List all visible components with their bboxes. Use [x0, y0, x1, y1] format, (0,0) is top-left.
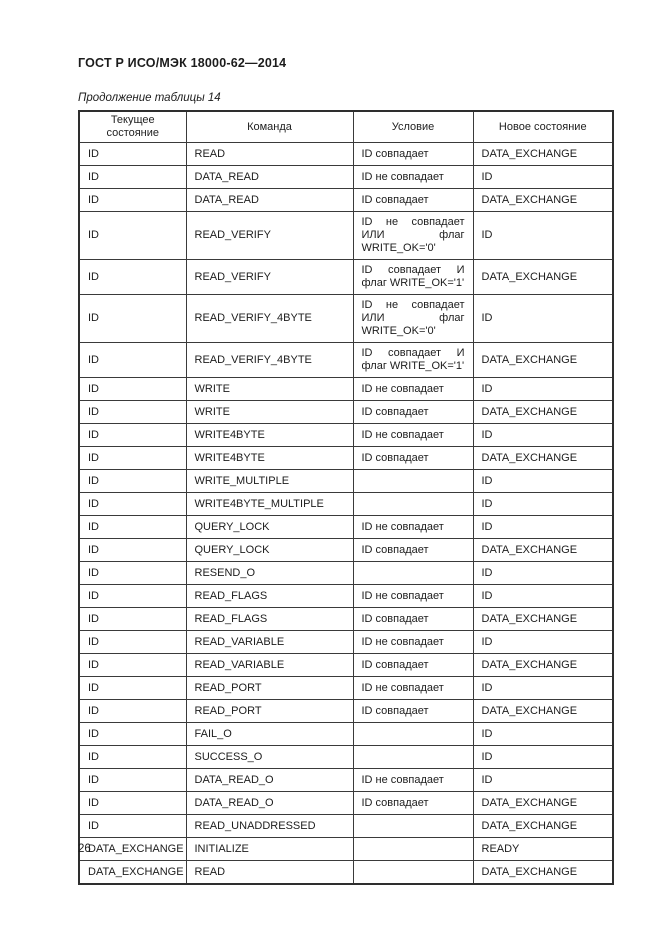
cell-command: READ_VERIFY_4BYTE: [186, 295, 353, 343]
cell-new-state: DATA_EXCHANGE: [473, 861, 613, 885]
cell-current-state: DATA_EXCHANGE: [79, 838, 186, 861]
table-row: [79, 378, 613, 401]
state-transition-table: [78, 110, 614, 885]
table-row: [79, 424, 613, 447]
cell-command: READ_PORT: [186, 677, 353, 700]
cell-condition: ID не совпадает: [353, 424, 473, 447]
cell-new-state: DATA_EXCHANGE: [473, 700, 613, 723]
cell-new-state: ID: [473, 585, 613, 608]
cell-condition: ID совпадает: [353, 608, 473, 631]
cell-condition: ID совпадает: [353, 401, 473, 424]
cell-condition: ID совпадает: [353, 143, 473, 166]
cell-current-state: ID: [79, 723, 186, 746]
table-row: [79, 746, 613, 769]
cell-current-state: ID: [79, 608, 186, 631]
table-row: [79, 143, 613, 166]
table-row: [79, 343, 613, 378]
cell-command: READ_VERIFY_4BYTE: [186, 343, 353, 378]
cell-condition: ID не совпадает: [353, 516, 473, 539]
cell-command: READ_UNADDRESSED: [186, 815, 353, 838]
cell-new-state: ID: [473, 378, 613, 401]
table-row: [79, 838, 613, 861]
table-caption: Продолжение таблицы 14: [78, 92, 221, 104]
table-row: [79, 212, 613, 260]
cell-new-state: ID: [473, 723, 613, 746]
table-row: [79, 815, 613, 838]
cell-current-state: ID: [79, 585, 186, 608]
cell-new-state: DATA_EXCHANGE: [473, 189, 613, 212]
cell-condition: [353, 815, 473, 838]
cell-condition: [353, 746, 473, 769]
cell-current-state: ID: [79, 493, 186, 516]
cell-current-state: ID: [79, 447, 186, 470]
cell-condition: [353, 838, 473, 861]
cell-condition: [353, 861, 473, 885]
cell-command: READ_FLAGS: [186, 585, 353, 608]
cell-condition: [353, 493, 473, 516]
table-row: [79, 585, 613, 608]
cell-current-state: ID: [79, 189, 186, 212]
cell-new-state: DATA_EXCHANGE: [473, 654, 613, 677]
cell-condition: ID совпадает: [353, 792, 473, 815]
cell-new-state: ID: [473, 562, 613, 585]
cell-current-state: ID: [79, 295, 186, 343]
cell-condition: ID совпадает: [353, 447, 473, 470]
cell-command: QUERY_LOCK: [186, 516, 353, 539]
cell-current-state: ID: [79, 562, 186, 585]
table-row: [79, 516, 613, 539]
cell-new-state: ID: [473, 516, 613, 539]
cell-current-state: ID: [79, 769, 186, 792]
cell-command: DATA_READ_O: [186, 769, 353, 792]
cell-new-state: DATA_EXCHANGE: [473, 343, 613, 378]
cell-current-state: ID: [79, 378, 186, 401]
cell-command: READ_VARIABLE: [186, 654, 353, 677]
table-row: [79, 654, 613, 677]
table-row: [79, 260, 613, 295]
table-row: [79, 493, 613, 516]
cell-condition: ID совпадает: [353, 189, 473, 212]
cell-command: WRITE4BYTE: [186, 424, 353, 447]
table-row: [79, 295, 613, 343]
cell-current-state: ID: [79, 260, 186, 295]
table-header-row: [79, 111, 613, 143]
cell-new-state: ID: [473, 493, 613, 516]
cell-condition: ID не совпадает: [353, 585, 473, 608]
cell-current-state: ID: [79, 792, 186, 815]
cell-condition: ID не совпадает: [353, 378, 473, 401]
cell-command: READ: [186, 861, 353, 885]
cell-command: READ_VARIABLE: [186, 631, 353, 654]
cell-current-state: ID: [79, 424, 186, 447]
cell-condition: ID не совпадает: [353, 166, 473, 189]
cell-current-state: ID: [79, 677, 186, 700]
cell-condition: ID совпадает И флаг WRITE_OK='1': [353, 260, 473, 295]
page-number: 26: [78, 843, 91, 855]
cell-command: READ_FLAGS: [186, 608, 353, 631]
cell-current-state: ID: [79, 815, 186, 838]
cell-new-state: ID: [473, 424, 613, 447]
cell-current-state: ID: [79, 470, 186, 493]
table-row: [79, 401, 613, 424]
table-row: [79, 677, 613, 700]
table-row: [79, 631, 613, 654]
cell-condition: ID совпадает И флаг WRITE_OK='1': [353, 343, 473, 378]
cell-command: READ_VERIFY: [186, 212, 353, 260]
cell-new-state: ID: [473, 677, 613, 700]
cell-command: WRITE_MULTIPLE: [186, 470, 353, 493]
cell-command: WRITE4BYTE: [186, 447, 353, 470]
cell-current-state: DATA_EXCHANGE: [79, 861, 186, 885]
cell-command: WRITE4BYTE_MULTIPLE: [186, 493, 353, 516]
cell-condition: ID совпадает: [353, 700, 473, 723]
cell-new-state: READY: [473, 838, 613, 861]
column-header-current-state: Текущее состояние: [79, 111, 186, 143]
cell-condition: ID совпадает: [353, 654, 473, 677]
cell-command: READ: [186, 143, 353, 166]
cell-condition: ID совпадает: [353, 539, 473, 562]
cell-current-state: ID: [79, 654, 186, 677]
cell-command: READ_PORT: [186, 700, 353, 723]
column-header-condition: Условие: [353, 111, 473, 143]
cell-current-state: ID: [79, 700, 186, 723]
cell-new-state: ID: [473, 746, 613, 769]
cell-new-state: ID: [473, 295, 613, 343]
cell-new-state: DATA_EXCHANGE: [473, 815, 613, 838]
cell-condition: ID не совпадает: [353, 769, 473, 792]
cell-new-state: DATA_EXCHANGE: [473, 539, 613, 562]
cell-new-state: ID: [473, 166, 613, 189]
column-header-new-state: Новое состояние: [473, 111, 613, 143]
document-title: ГОСТ Р ИСО/МЭК 18000-62—2014: [78, 56, 287, 70]
cell-condition: ID не совпадает ИЛИ флаг WRITE_OK='0': [353, 295, 473, 343]
table-row: [79, 539, 613, 562]
cell-condition: ID не совпадает: [353, 631, 473, 654]
table-body: [79, 143, 613, 885]
cell-command: WRITE: [186, 401, 353, 424]
cell-new-state: DATA_EXCHANGE: [473, 401, 613, 424]
cell-current-state: ID: [79, 631, 186, 654]
table-row: [79, 700, 613, 723]
cell-command: WRITE: [186, 378, 353, 401]
cell-current-state: ID: [79, 401, 186, 424]
cell-command: SUCCESS_O: [186, 746, 353, 769]
cell-current-state: ID: [79, 212, 186, 260]
table-row: [79, 723, 613, 746]
cell-current-state: ID: [79, 516, 186, 539]
cell-command: RESEND_O: [186, 562, 353, 585]
cell-new-state: DATA_EXCHANGE: [473, 447, 613, 470]
cell-condition: [353, 470, 473, 493]
cell-command: QUERY_LOCK: [186, 539, 353, 562]
cell-command: READ_VERIFY: [186, 260, 353, 295]
cell-new-state: DATA_EXCHANGE: [473, 143, 613, 166]
cell-new-state: ID: [473, 470, 613, 493]
cell-condition: ID не совпадает: [353, 677, 473, 700]
cell-current-state: ID: [79, 539, 186, 562]
cell-command: DATA_READ: [186, 166, 353, 189]
cell-condition: ID не совпадает ИЛИ флаг WRITE_OK='0': [353, 212, 473, 260]
table-row: [79, 769, 613, 792]
table-row: [79, 608, 613, 631]
cell-command: INITIALIZE: [186, 838, 353, 861]
cell-new-state: ID: [473, 631, 613, 654]
cell-new-state: ID: [473, 212, 613, 260]
cell-command: FAIL_O: [186, 723, 353, 746]
cell-command: DATA_READ: [186, 189, 353, 212]
table-row: [79, 562, 613, 585]
cell-new-state: DATA_EXCHANGE: [473, 792, 613, 815]
cell-new-state: DATA_EXCHANGE: [473, 260, 613, 295]
cell-command: DATA_READ_O: [186, 792, 353, 815]
table-row: [79, 447, 613, 470]
cell-new-state: ID: [473, 769, 613, 792]
table-row: [79, 470, 613, 493]
cell-current-state: ID: [79, 143, 186, 166]
column-header-command: Команда: [186, 111, 353, 143]
cell-new-state: DATA_EXCHANGE: [473, 608, 613, 631]
cell-condition: [353, 723, 473, 746]
cell-current-state: ID: [79, 166, 186, 189]
cell-current-state: ID: [79, 343, 186, 378]
table-row: [79, 861, 613, 885]
table-row: [79, 792, 613, 815]
cell-condition: [353, 562, 473, 585]
table-row: [79, 166, 613, 189]
table-row: [79, 189, 613, 212]
cell-current-state: ID: [79, 746, 186, 769]
